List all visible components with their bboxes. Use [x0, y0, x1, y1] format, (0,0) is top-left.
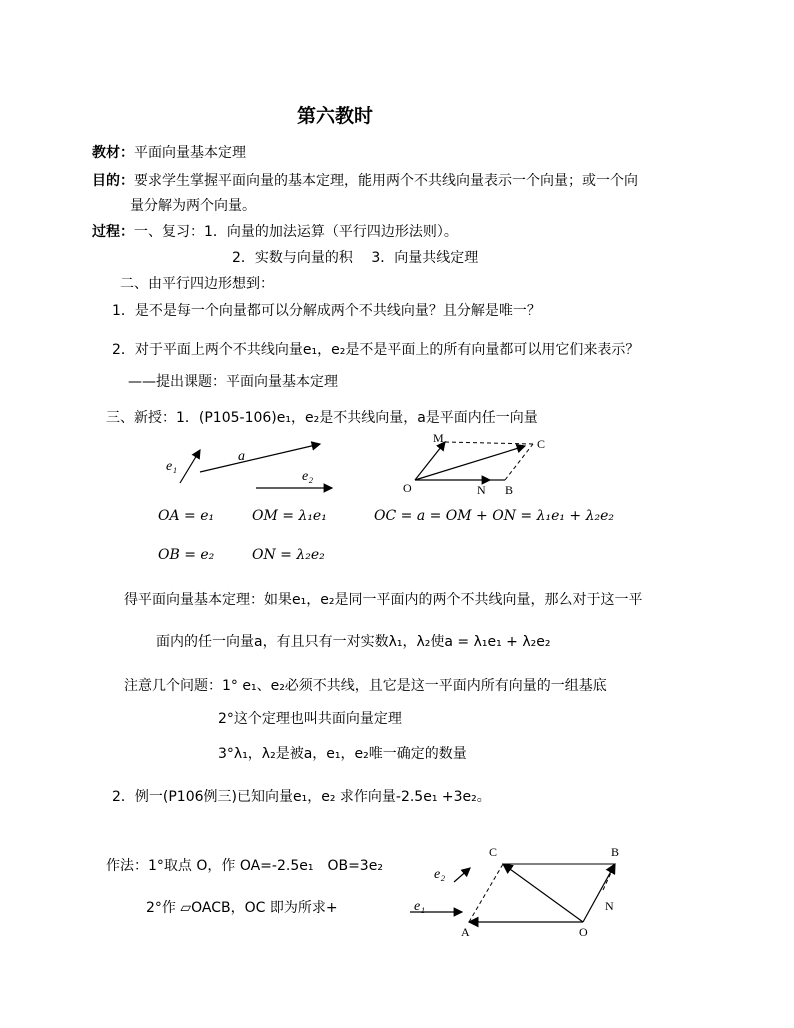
notes-heading: 注意几个问题：1° e₁、e₂必须不共线，且它是这一平面内所有向量的一组基底: [124, 678, 607, 694]
example-step-1: 作法：1°取点 O，作 OA=-2.5e₁ OB=3e₂: [106, 858, 383, 874]
question-2: 2．对于平面上两个不共线向量e₁，e₂是不是平面上的所有向量都可以用它们来表示？: [112, 342, 640, 358]
material-line: [92, 143, 246, 163]
note-3: 3°λ₁，λ₂是被a，e₁，e₂唯一确定的数量: [218, 746, 467, 762]
a-vector-arrow: [200, 444, 320, 472]
e1-vector-arrow: [180, 450, 200, 483]
point-n-2: N: [605, 899, 614, 913]
vector-figure-1: [160, 440, 340, 500]
oc-arrow: [415, 446, 525, 480]
point-b-2: B: [611, 845, 620, 859]
material-label: 教材：: [92, 145, 134, 161]
point-a-2: A: [461, 925, 470, 939]
eq-oa: OA = e₁: [158, 508, 215, 524]
review-1: 一、复习：1．向量的加法运算（平行四边形法则）。: [134, 224, 458, 240]
eq-oc: OC = a = OM + ON = λ₁e₁ + λ₂e₂: [374, 508, 614, 524]
theorem-line-1: 得平面向量基本定理：如果e₁，e₂是同一平面内的两个不共线向量，那么对于这一平: [124, 592, 643, 608]
section2-heading: 二、由平行四边形想到：: [120, 276, 274, 292]
review-2: 2．实数与向量的积 3．向量共线定理: [232, 250, 479, 266]
parallelogram-figure-1: [395, 430, 565, 505]
example-step-2: 2°作 ▱OACB，OC 即为所求+: [146, 900, 338, 916]
page-title: 第六教时: [297, 105, 374, 127]
theorem-line-2: 面内的任一向量a，有且只有一对实数λ₁，λ₂使a = λ₁e₁ + λ₂e₂: [156, 634, 551, 650]
point-o: O: [403, 481, 412, 495]
e1-label: e₁: [166, 459, 178, 474]
ac-dashed: [469, 864, 503, 922]
material-text: 平面向量基本定理: [134, 145, 246, 161]
eq-ob: OB = e₂: [158, 547, 215, 563]
goal-line-1: [92, 171, 638, 191]
om-arrow: [415, 442, 445, 480]
example-text: 2．例一(P106例三)已知向量e₁，e₂ 求作向量-2.5e₁ +3e₂。: [112, 789, 491, 805]
parallelogram-figure-2: [455, 840, 635, 940]
eq-on: ON = λ₂e₂: [252, 547, 325, 563]
section3-heading: 三、新授：1．(P105-106)e₁，e₂是不共线向量，a是平面内任一向量: [106, 410, 538, 426]
a-label: a: [238, 449, 245, 464]
ob-arrow: [583, 864, 615, 922]
e2-small-label: e₂: [434, 867, 446, 882]
nb-dashed: [603, 864, 615, 890]
e1-small-label: e₁: [414, 899, 426, 914]
point-o-2: O: [579, 925, 588, 939]
point-b: B: [505, 483, 514, 497]
process-line-1: [92, 222, 458, 242]
goal-text-2: 量分解为两个向量。: [130, 198, 256, 214]
point-c: C: [537, 437, 546, 451]
bc-dashed: [505, 444, 533, 480]
oc-arrow-2: [503, 864, 583, 922]
goal-text-1: 要求学生掌握平面向量的基本定理，能用两个不共线向量表示一个向量；或一个向: [134, 173, 638, 189]
mc-dashed: [445, 442, 533, 444]
eq-om: OM = λ₁e₁: [252, 508, 327, 524]
process-label: 过程：: [92, 224, 134, 240]
goal-label: 目的：: [92, 173, 134, 189]
point-m: M: [433, 431, 444, 445]
topic-line: ——提出课题：平面向量基本定理: [128, 374, 338, 390]
e2-label: e₂: [302, 469, 314, 484]
question-1: 1．是不是每一个向量都可以分解成两个不共线向量？且分解是唯一？: [112, 303, 541, 319]
note-2: 2°这个定理也叫共面向量定理: [218, 711, 402, 727]
point-c-2: C: [489, 845, 498, 859]
point-n: N: [477, 483, 486, 497]
